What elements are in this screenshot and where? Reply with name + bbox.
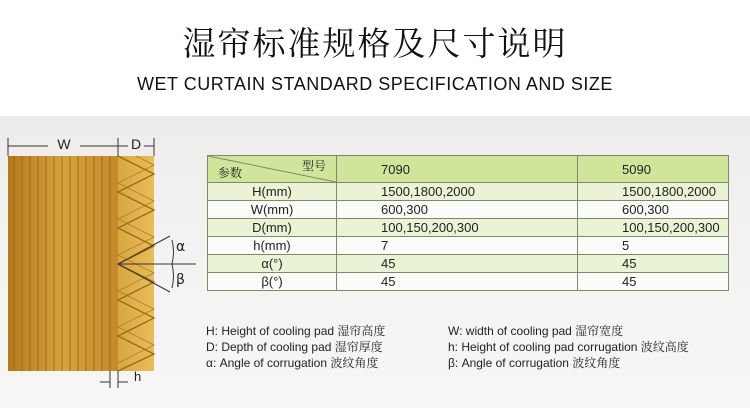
table-row	[208, 183, 729, 201]
h-label: h	[134, 369, 142, 384]
legend-alpha: α: Angle of corrugation 波纹角度	[206, 356, 379, 370]
legend-d: D: Depth of cooling pad 湿帘厚度	[206, 340, 383, 354]
cooling-pad-diagram	[0, 116, 200, 408]
row-label: D(mm)	[208, 219, 337, 237]
d-label: D	[130, 136, 142, 152]
header-diagonal-cell	[208, 156, 337, 183]
row-value-5090: 600,300	[578, 201, 729, 219]
page-title-chinese: 湿帘标准规格及尺寸说明	[182, 24, 568, 63]
row-value-7090: 1500,1800,2000	[337, 183, 578, 201]
legend-w: W: width of cooling pad 湿帘宽度	[448, 324, 624, 338]
page-title-english: WET CURTAIN STANDARD SPECIFICATION AND SIZE	[137, 74, 613, 94]
row-value-7090: 100,150,200,300	[337, 219, 578, 237]
header-param-label: 参数	[218, 166, 243, 180]
row-value-5090: 5	[578, 237, 729, 255]
beta-label: β	[176, 272, 185, 288]
row-label: W(mm)	[208, 201, 337, 219]
legend-h-small: h: Height of cooling pad corrugation 波纹高度	[448, 340, 689, 354]
row-value-7090: 600,300	[337, 201, 578, 219]
row-value-5090: 45	[578, 255, 729, 273]
table-row	[208, 237, 729, 255]
spec-table	[207, 155, 729, 291]
header-model-label: 型号	[301, 159, 326, 173]
alpha-label: α	[176, 239, 186, 255]
row-value-7090: 45	[337, 255, 578, 273]
row-label: H(mm)	[208, 183, 337, 201]
table-row	[208, 219, 729, 237]
row-value-5090: 100,150,200,300	[578, 219, 729, 237]
model-5090-header: 5090	[578, 156, 729, 183]
row-value-5090: 1500,1800,2000	[578, 183, 729, 201]
legend-h: H: Height of cooling pad 湿帘高度	[206, 324, 386, 338]
table-row	[208, 255, 729, 273]
dimension-h	[100, 371, 128, 388]
table-row	[208, 273, 729, 291]
row-value-7090: 45	[337, 273, 578, 291]
w-label: W	[57, 136, 71, 152]
table-header-row	[208, 156, 729, 183]
row-label: h(mm)	[208, 237, 337, 255]
row-label: β(°)	[208, 273, 337, 291]
legend-beta: β: Angle of corrugation 波纹角度	[448, 356, 621, 370]
row-label: α(°)	[208, 255, 337, 273]
model-7090-header: 7090	[337, 156, 578, 183]
row-value-7090: 7	[337, 237, 578, 255]
row-value-5090: 45	[578, 273, 729, 291]
table-row	[208, 201, 729, 219]
